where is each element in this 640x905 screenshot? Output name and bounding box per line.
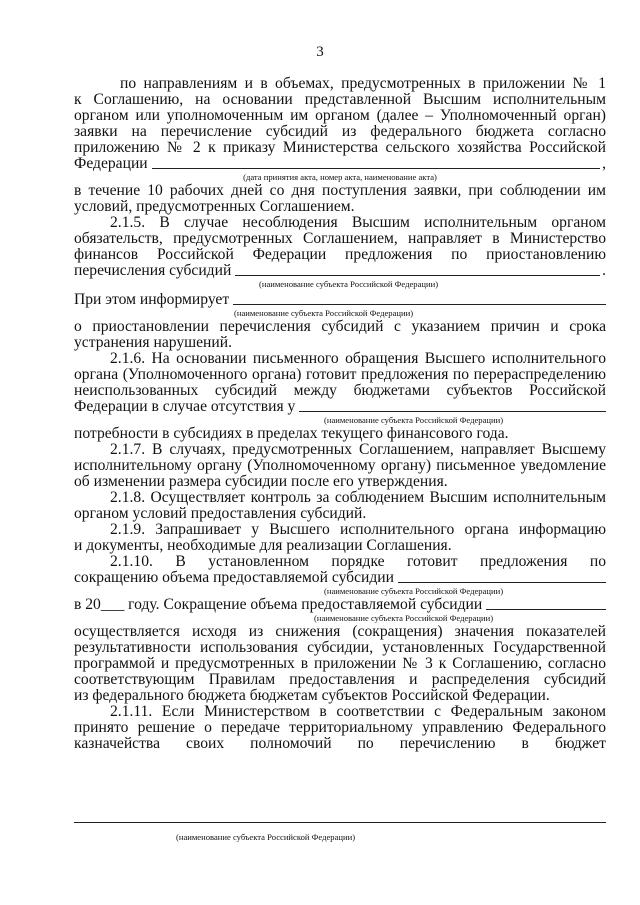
text-line: перечисления субсидий (74, 262, 232, 279)
text-line: в течение 10 рабочих дней со дня поступления заявки, при соблюдении им (74, 183, 606, 199)
text-line: органа (Уполномоченного органа) готовит предложения по перераспределению (74, 367, 606, 383)
text-line: об изменении размера субсидии после его утверждения. (74, 474, 448, 490)
text-line: Федерации (74, 155, 148, 172)
text-line: Федерации в случае отсутствия у (74, 398, 296, 415)
text-line: потребности в субсидиях в пределах текущего финансового года. (74, 426, 509, 442)
text-line: исполнительному органу (Уполномоченному органу) письменное уведомление (74, 458, 606, 474)
text-line: 2.1.11. Если Министерством в соответствии с Федеральным законом (110, 704, 606, 720)
text-line: заявки на перечисление субсидий из федерального бюджета согласно (74, 124, 606, 140)
text-line: неиспользованных субсидий между бюджетами субъектов Российской (74, 383, 606, 399)
text-line: органом условий предоставления субсидий. (74, 506, 367, 522)
field-caption: (наименование субъекта Российской Федерации) (259, 279, 439, 289)
text-line: условий, предусмотренных Соглашением. (74, 199, 355, 215)
blank-field (233, 303, 606, 305)
text-line: 2.1.8. Осуществляет контроль за соблюдением Высшим исполнительным (110, 490, 606, 506)
text-line: 2.1.9. Запрашивает у Высшего исполнительного органа информацию (110, 522, 606, 538)
subject-fill-line (74, 570, 606, 586)
text-line: к Соглашению, на основании представленной Высшим исполнительным (74, 92, 606, 108)
text-line: и документы, необходимые для реализации Соглашения. (74, 538, 452, 554)
blank-field (299, 410, 606, 412)
text-line: осуществляется исходя из снижения (сокращения) значения показателей (74, 624, 606, 640)
text-line: 2.1.5. В случае несоблюдения Высшим исполнительным органом (110, 215, 606, 231)
field-caption: (наименование субъекта Российской Федерации) (176, 832, 356, 842)
text-line: результативности использования субсидии, установленных Государственной (74, 640, 606, 656)
text-line: 2.1.10. В установленном порядке готовит предложения по (110, 554, 606, 570)
text-line: программой и предусмотренных в приложении № 3 к Соглашению, согласно (74, 656, 606, 672)
text-line: обязательств, предусмотренных Соглашением, направляет в Министерство (74, 231, 606, 247)
text-line: из федерального бюджета бюджетам субъектов Российской Федерации. (74, 688, 550, 704)
year-fill-line (74, 597, 606, 613)
blank-field (152, 167, 600, 169)
field-caption: (наименование субъекта Российской Федерации) (314, 613, 494, 623)
text-line: 2.1.6. На основании письменного обращения Высшего исполнительного (110, 351, 606, 367)
document-body (74, 76, 606, 752)
text-line: казначейства своих полномочий по перечислению в бюджет (74, 736, 606, 752)
act-fill-line: Федерации , (74, 155, 606, 172)
blank-field (486, 608, 606, 610)
text-line: приложению № 2 к приказу Министерства сельского хозяйства Российской (74, 140, 606, 156)
text-line: принято решение о передаче территориальному управлению Федерального (74, 720, 606, 736)
inform-label: При этом информирует (74, 291, 230, 308)
text-line: 2.1.7. В случаях, предусмотренных Соглашением, направляет Высшему (110, 442, 606, 458)
page-number: 3 (316, 44, 324, 60)
subject-fill-line (74, 399, 606, 415)
field-caption: (наименование субъекта Российской Федерации) (234, 308, 414, 318)
field-caption: (дата принятия акта, номер акта, наименование акта) (243, 172, 437, 182)
inform-fill-line (74, 292, 606, 308)
text-line: сокращению объема предоставляемой субсидии (74, 569, 394, 586)
text-line: финансов Российской Федерации предложения по приостановлению (74, 247, 606, 263)
blank-field (74, 822, 606, 823)
text-line: по направлениям и в объемах, предусмотренных в приложении № 1 (120, 76, 606, 92)
text-line: устранения нарушений. (74, 335, 232, 351)
text-line: в 20___ году. Сокращение объема предоставляемой субсидии (74, 596, 483, 613)
field-caption: (наименование субъекта Российской Федерации) (324, 586, 504, 596)
blank-field (235, 274, 600, 276)
text-line: органом или уполномоченным им органом (далее – Уполномоченный орган) (74, 108, 606, 124)
field-caption: (наименование субъекта Российской Федерации) (324, 415, 504, 425)
text-line: соответствующим Правилам предоставления и распределения субсидий (74, 672, 606, 688)
blank-field (398, 581, 606, 583)
subject-fill-line: перечисления субсидий . (74, 262, 606, 279)
text-line: о приостановлении перечисления субсидий с указанием причин и срока (74, 319, 606, 335)
